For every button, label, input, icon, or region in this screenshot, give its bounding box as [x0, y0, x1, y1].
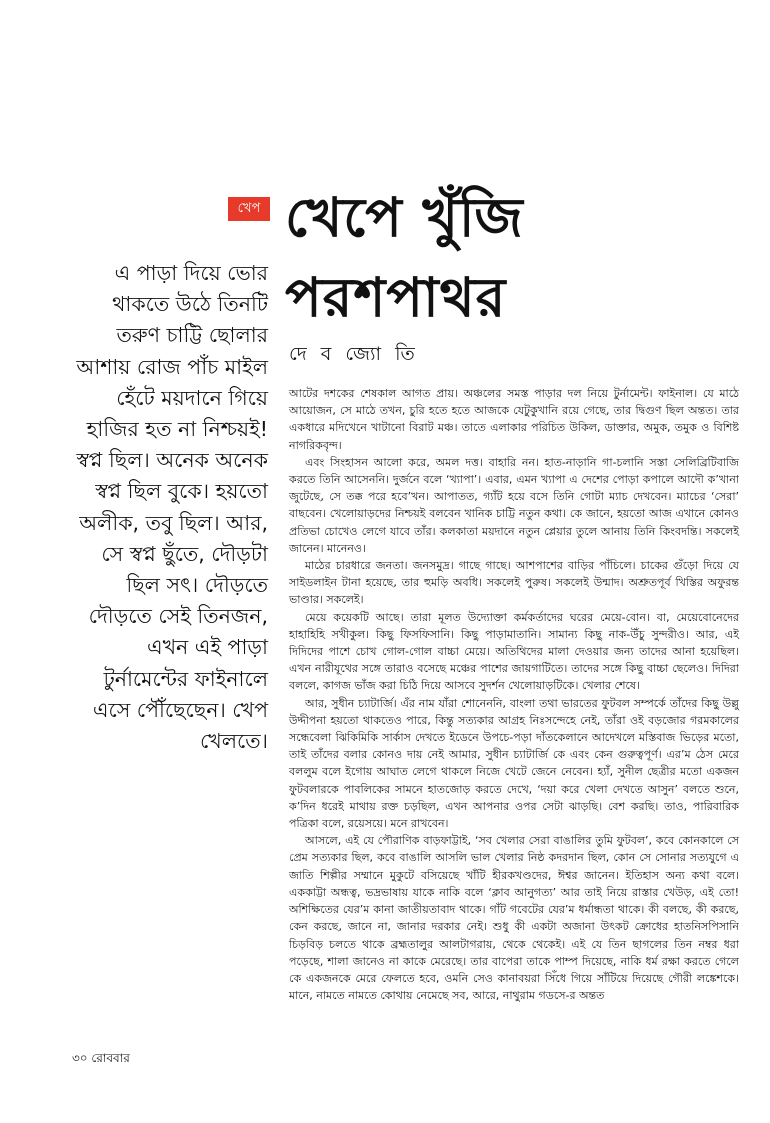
title-line-1: খেপে খুঁজি: [285, 186, 524, 249]
title-line-2: পরশপাথর: [285, 266, 507, 329]
paragraph: আর, সুধীন চ্যাটার্জি। এঁর নাম যাঁরা শোনেননি, বাংলা তথা ভারতের ফুটবল সম্পর্কে তাঁদের কিছু উল্লু উদ্দীপনা হয়তো থাকতেও পারে, কিন্তু সত্যকার আগ্রহ নিঃসন্দেহে নেই, তাঁরা ওই বড়জোর গরমকালের সন্ধেবেলা ঝিকিমিকি সার্কাস দেখতে ইডেনে উপচে-পড়া দাঁতকেলানে আদেখলে মস্তিবাজ ভিড়ের মতো, তাই তাঁদের বলার কোনও দায় নেই আমার, সুধীন চ্যাটার্জি কে এবং কেন গুরুত্বপূর্ণ। এর’ম ঠেস মেরে বললুম বলে ইগোয় আঘাত লেগে থাকলে নিজে খেটে জেনে নেবেন। হ্যাঁ, সুনীল ছেত্রীর মতো একজন ফুটবলারকে পাবলিকের সামনে হাতজোড় করতে দেখে, ‘দয়া করে খেলা দেখতে আসুন’ বলতে শুনে, ক’দিন ধরেই মাথায় রক্ত চড়ছিল, এখন আপনার ওপর সেটা ঝাড়ছি। বেশ করছি। তাও, পারিবারিক পত্রিকা বলে, রয়েসয়ে। মনে রাখবেন।: [289, 696, 739, 831]
article-title: [285, 178, 755, 338]
pull-quote: এ পাড়া দিয়ে ভোর থাকতে উঠে তিনটি তরুণ চাট্টি ছোলার আশায় রোজ পাঁচ মাইল হেঁটে ময়দানে গিয়ে হাজির হত না নিশ্চয়ই! স্বপ্ন ছিল। অনেক অনেক স্বপ্ন ছিল বুকে। হয়তো অলীক, তবু ছিল। আর, সে স্বপ্ন ছুঁতে, দৌড়টা ছিল সৎ। দৌড়তে দৌড়তে সেই তিনজন, এখন এই পাড়া টুর্নামেন্টের ফাইনালে এসে পৌঁছেছেন। খেপ খেলতে।: [76, 261, 268, 754]
paragraph: আসলে, এই যে পৌরাণিক বাড়ফাট্টাই, ‘সব খেলার সেরা বাঙালির তুমি ফুটবল’, কবে কোনকালে সে প্রেম সত্যকার ছিল, কবে বাঙালি আসলি ভাল খেলার নিষ্ঠ কদরদান ছিল, কোন সে সোনার সত্যযুগে এ জাতি শিল্পীর সম্মানে মুকুটে বসিয়েছে খাঁটি হীরকখণ্ডদের, ঈশ্বর জানেন। ইতিহাস অন্য কথা বলে। এককাট্টা অন্ধত্ব, ভদ্রভাষায় যাকে নাকি বলে ‘ক্লাব আনুগত্য’ আর তাই নিয়ে রাস্তার খেউড়, এই তো! অশিক্ষিতের যের’ম কানা জাতীয়তাবাদ থাকে। গাঁট গবেটের যের’ম ধর্মান্ধতা থাকে। কী বলছে, কী করছে, কেন করছে, জানে না, জানার দরকার নেই। শুধু কী একটা অজানা উৎকট ক্রোধের হাতনিসপিসানি চিড়বিড় চলতে থাকে ব্রহ্মতালুর আলটাগরায়, থেকে থেকেই। এই যে তিন ছাগলের তিন নম্বর ধরা পড়েছে, শালা জানেও না কাকে মেরেছে। তার বাপেরা তাকে পাম্প দিয়েছে, নাকি ধর্ম রক্ষা করতে গেলে কে একজনকে মেরে ফেলতে হবে, ওমনি সেও কানাবয়রা সিঁধে গিয়ে সাঁটিয়ে দিয়েছে গৌরী লঙ্কেশকে। মানে, নামতে নামতে কোথায় নেমেছে সব, আরে, নাথুরাম গডসে-র অন্তত: [289, 834, 739, 1003]
paragraph: আটের দশকের শেষকাল আগত প্রায়। অঞ্চলের সমস্ত পাড়ার দল নিয়ে টুর্নামেন্ট। ফাইনাল। যে মাঠে আয়োজন, সে মাঠে তখন, চুরি হতে হতে আজকে যেটুকুখানি রয়ে গেছে, তার দ্বিগুণ ছিল অন্তত। তার একধারে মদিখেনে খাটানো বিরাট মঞ্চ। তাতে এলাকার পরিচিত উকিল, ডাক্তার, অমুক, তমুক ও বিশিষ্ট নাগরিকবৃন্দ।: [289, 387, 739, 452]
page-folio: ৩০ রোববার: [72, 1051, 130, 1065]
paragraph: এবং সিংহাসন আলো করে, অমল দত্ত। বাহারি নন। হাত-নাড়ানি গা-চলানি সস্তা সেলিব্রিটিবাজি করতে তিনি আসেননি। দুর্জনে বলে ‘খ্যাপা’। এবার, এমন খ্যাপা এ দেশের পোড়া কপালে আদৌ ক’খানা জুটেছে, সে তক্ক পরে হবে’খন। আপাতত, গ্যাঁট হয়ে বসে তিনি গোটা ম্যাচ দেখবেন। ম্যাচের ‘সেরা’ বাছবেন। খেলোয়াড়দের নিশ্চয়ই বলবেন খানিক চাট্টি নতুন কথা। কে জানে, হয়তো আজ এখানে কোনও প্রতিভা চোখেও লেগে যাবে তাঁর। কলকাতা ময়দানে নতুন প্লেয়ার তুলে আনায় তিনি কিংবদন্তি। সকলেই জানেন। মানেনও।: [289, 455, 739, 555]
byline: দে ব জ্যো তি: [289, 343, 419, 365]
paragraph: মেয়ে কয়েকটি আছে। তারা মূলত উদ্যোক্তা কর্মকর্তাদের ঘরের মেয়ে-বোন। বা, মেয়েবোনেদের হাহাহিহি সখীকুল। কিছু ফিসফিসানি। কিছু পাড়ামাতানি। সামান্য কিছু নাক-উঁচু সুন্দরীও। আর, এই দিদিদের পাশে চোখ গোল-গোল বাচ্চা মেয়ে। অতিথিদের মালা দেওয়ার জন্য তাদের আনা হয়েছিল। এখন নারীযূথের সঙ্গে তারাও বসেছে মঞ্চের পাশের জায়গাটিতে। তাদের সঙ্গে কিছু বাচ্চা ছেলেও। দিদিরা বললে, কাগজ ভাঁজ করা চিঠি দিয়ে আসবে সুদর্শন খেলোয়াড়টিকে। খেলার শেষে।: [289, 610, 739, 693]
section-tag: খেপ: [228, 197, 270, 221]
article-body: [289, 385, 739, 1004]
paragraph: মাঠের চারধারে জনতা। জনসমুদ্র। গাছে গাছে। আশপাশের বাড়ির পাঁচিলে। চাকের গুঁড়ো দিয়ে যে সাইডলাইন টানা হয়েছে, তার হুমড়ি অবধি। সকলেই পুরুষ। সকলেই উন্মাদ। অশ্রুতপূর্ব খিস্তির অফুরন্ত ভাণ্ডার। সকলেই।: [289, 559, 739, 607]
